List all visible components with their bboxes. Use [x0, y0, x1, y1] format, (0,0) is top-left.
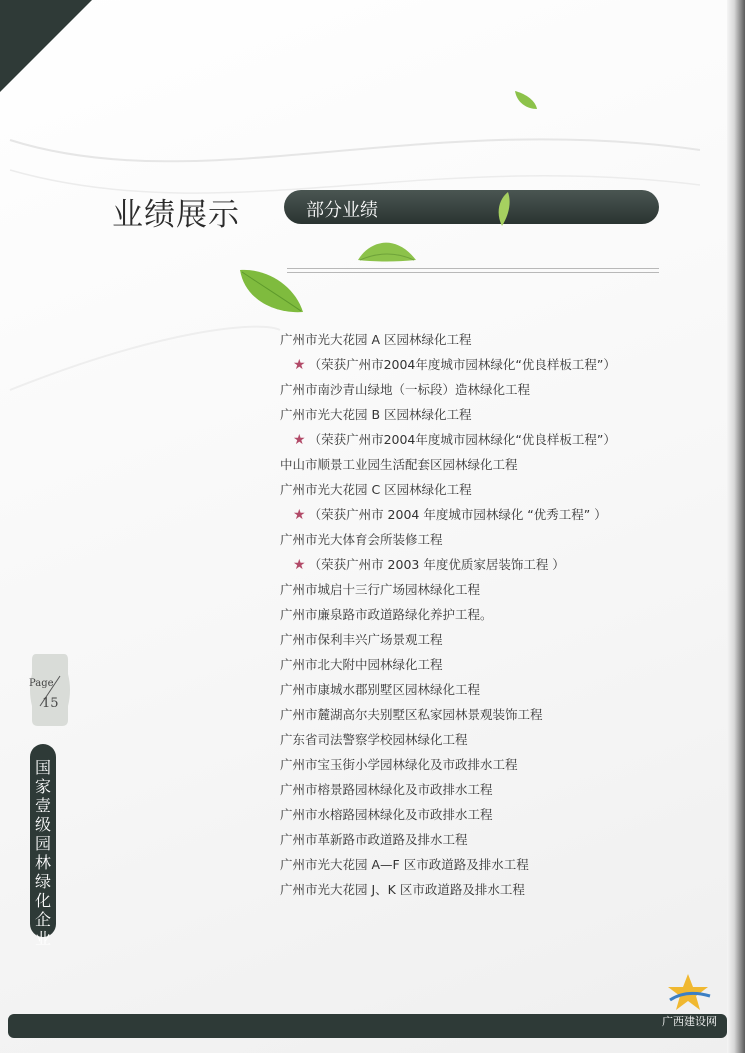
project-text: 广州市麓湖高尔夫别墅区私家园林景观装饰工程 — [280, 707, 543, 722]
page-number-tab — [28, 654, 72, 726]
project-item — [280, 681, 700, 706]
side-banner-char: 化 — [34, 891, 51, 910]
project-text: 广州市康城水郡别墅区园林绿化工程 — [280, 682, 481, 697]
project-item — [280, 406, 700, 431]
watermark-text: 广西建设网 — [662, 1015, 717, 1028]
side-banner-char: 林 — [34, 853, 51, 872]
side-banner-char: 企 — [34, 910, 51, 929]
project-text: 广州市南沙青山绿地（一标段）造林绿化工程 — [280, 382, 531, 397]
project-text: 广州市水榕路园林绿化及市政排水工程 — [280, 807, 493, 822]
project-text: 广州市北大附中园林绿化工程 — [280, 657, 443, 672]
project-item — [280, 481, 700, 506]
project-text: 广州市光大花园 B 区园林绿化工程 — [280, 407, 472, 422]
side-banner — [30, 744, 56, 948]
project-text: 广州市革新路市政道路及排水工程 — [280, 832, 468, 847]
project-item — [280, 881, 700, 906]
project-text: （荣获广州市 2003 年度优质家居装饰工程 ） — [308, 557, 565, 572]
side-banner-char: 壹 — [34, 796, 51, 815]
divider-line — [287, 268, 659, 269]
leaf-icon — [237, 266, 305, 316]
star-icon: ★ — [293, 357, 306, 373]
star-icon: ★ — [293, 432, 306, 448]
project-text: 广州市城启十三行广场园林绿化工程 — [280, 582, 481, 597]
side-banner-char: 绿 — [34, 872, 51, 891]
project-text: 广州市榕景路园林绿化及市政排水工程 — [280, 782, 493, 797]
divider-line — [287, 272, 659, 273]
star-icon: ★ — [293, 507, 306, 523]
project-text: 广州市光大花园 J、K 区市政道路及排水工程 — [280, 882, 525, 897]
project-text: （荣获广州市 2004 年度城市园林绿化 “优秀工程” ） — [308, 507, 607, 522]
side-banner-char: 级 — [34, 815, 51, 834]
project-item — [280, 456, 700, 481]
project-item — [280, 756, 700, 781]
page-edge-shadow — [727, 0, 745, 1053]
project-item — [280, 706, 700, 731]
project-item — [280, 381, 700, 406]
project-item — [280, 331, 700, 356]
side-banner-char: 家 — [34, 777, 51, 796]
project-text: 广州市光大花园 A 区园林绿化工程 — [280, 332, 472, 347]
award-note — [280, 431, 700, 456]
leaf-icon — [494, 190, 514, 228]
page-title: 业绩展示 — [112, 197, 240, 233]
site-logo-icon — [666, 972, 712, 1012]
section-label: 部分业绩 — [306, 200, 378, 221]
bottom-bar — [8, 1014, 727, 1038]
project-text: 广州市光大花园 A—F 区市政道路及排水工程 — [280, 857, 529, 872]
award-note — [280, 506, 700, 531]
side-banner-char: 国 — [34, 758, 51, 777]
project-text: 广州市光大花园 C 区园林绿化工程 — [280, 482, 472, 497]
project-text: 广州市保利丰兴广场景观工程 — [280, 632, 443, 647]
project-item — [280, 856, 700, 881]
award-note — [280, 556, 700, 581]
award-note — [280, 356, 700, 381]
leaf-icon — [513, 89, 539, 111]
project-item — [280, 631, 700, 656]
section-pill — [284, 190, 659, 224]
side-banner-char: 园 — [34, 834, 51, 853]
project-item — [280, 806, 700, 831]
leaf-icon — [356, 234, 418, 264]
project-text: （荣获广州市2004年度城市园林绿化“优良样板工程”） — [308, 432, 616, 447]
project-text: 中山市顺景工业园生活配套区园林绿化工程 — [280, 457, 518, 472]
project-item — [280, 656, 700, 681]
side-banner-char: 业 — [34, 929, 51, 948]
project-list — [280, 331, 700, 906]
project-item — [280, 831, 700, 856]
project-item — [280, 781, 700, 806]
project-item — [280, 606, 700, 631]
project-text: 广州市光大体育会所装修工程 — [280, 532, 443, 547]
project-text: （荣获广州市2004年度城市园林绿化“优良样板工程”） — [308, 357, 616, 372]
star-icon: ★ — [293, 557, 306, 573]
page-label: Page — [29, 678, 54, 689]
side-banner-text — [30, 758, 56, 948]
project-text: 广东省司法警察学校园林绿化工程 — [280, 732, 468, 747]
project-item — [280, 531, 700, 556]
project-item — [280, 581, 700, 606]
project-item — [280, 731, 700, 756]
project-text: 广州市廉泉路市政道路绿化养护工程。 — [280, 607, 493, 622]
page-number: 15 — [42, 696, 59, 711]
project-text: 广州市宝玉街小学园林绿化及市政排水工程 — [280, 757, 518, 772]
